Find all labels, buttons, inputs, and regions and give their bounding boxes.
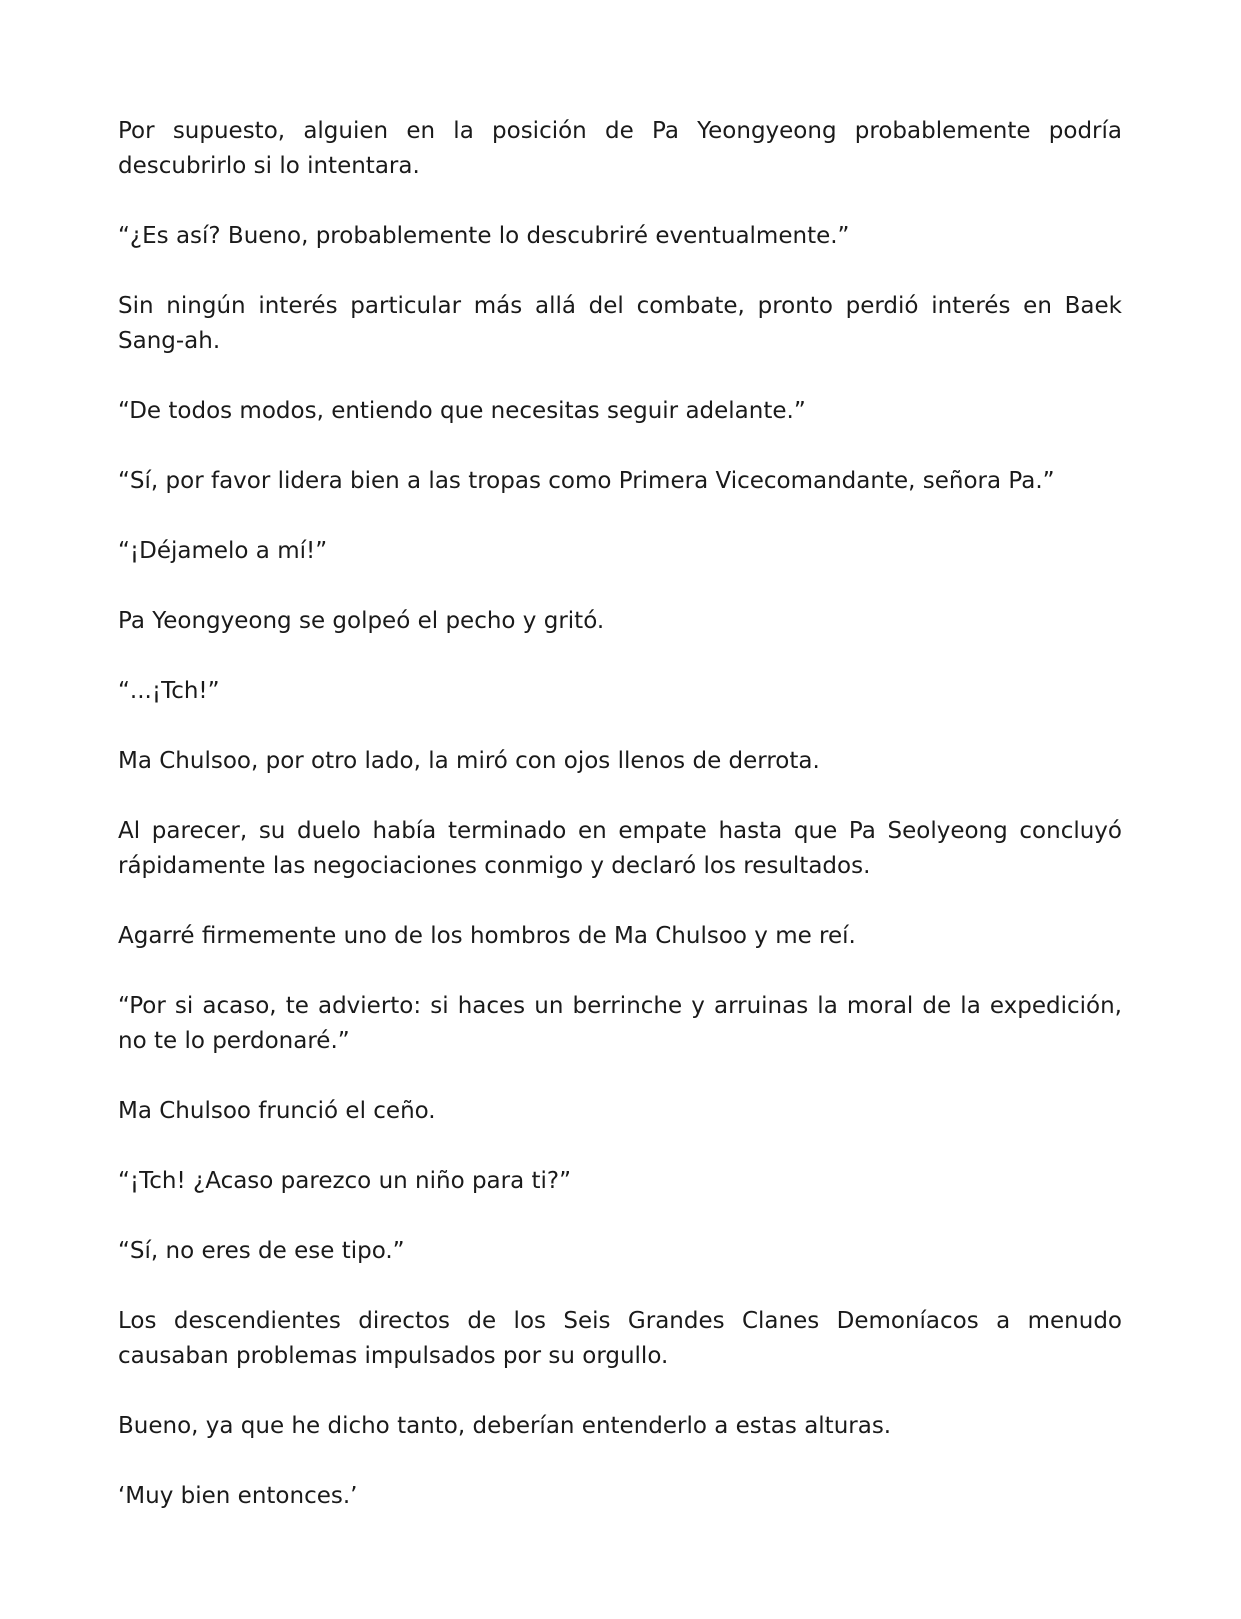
- paragraph: Agarré firmemente uno de los hombros de Ma Chulsoo y me reí.: [118, 923, 856, 949]
- paragraph: “De todos modos, entiendo que necesitas seguir adelante.”: [118, 398, 806, 424]
- document-body: [118, 114, 1122, 1549]
- paragraph: “...¡Tch!”: [118, 678, 220, 704]
- paragraph: “Sí, por favor lidera bien a las tropas como Primera Vicecomandante, señora Pa.”: [118, 468, 1055, 494]
- paragraph: “¿Es así? Bueno, probablemente lo descubriré eventualmente.”: [118, 223, 850, 249]
- paragraph: Sin ningún interés particular más allá del combate, pronto perdió interés en Baek Sang-ah.: [118, 293, 1122, 354]
- paragraph: Los descendientes directos de los Seis Grandes Clanes Demoníacos a menudo causaban problemas impulsados por su orgullo.: [118, 1308, 1122, 1369]
- paragraph: “¡Tch! ¿Acaso parezco un niño para ti?”: [118, 1168, 572, 1194]
- paragraph: Bueno, ya que he dicho tanto, deberían entenderlo a estas alturas.: [118, 1413, 892, 1439]
- paragraph: Por supuesto, alguien en la posición de Pa Yeongyeong probablemente podría descubrirlo si lo intentara.: [118, 118, 1122, 179]
- paragraph: Ma Chulsoo, por otro lado, la miró con ojos llenos de derrota.: [118, 748, 820, 774]
- paragraph: ‘Muy bien entonces.’: [118, 1483, 358, 1509]
- paragraph: Al parecer, su duelo había terminado en empate hasta que Pa Seolyeong concluyó rápidamente las negociaciones conmigo y declaró los resultados.: [118, 818, 1122, 879]
- paragraph: “Por si acaso, te advierto: si haces un berrinche y arruinas la moral de la expedición, no te lo perdonaré.”: [118, 993, 1122, 1054]
- paragraph: “Sí, no eres de ese tipo.”: [118, 1238, 405, 1264]
- paragraph: “¡Déjamelo a mí!”: [118, 538, 328, 564]
- paragraph: Pa Yeongyeong se golpeó el pecho y gritó.: [118, 608, 605, 634]
- paragraph: Ma Chulsoo frunció el ceño.: [118, 1098, 436, 1124]
